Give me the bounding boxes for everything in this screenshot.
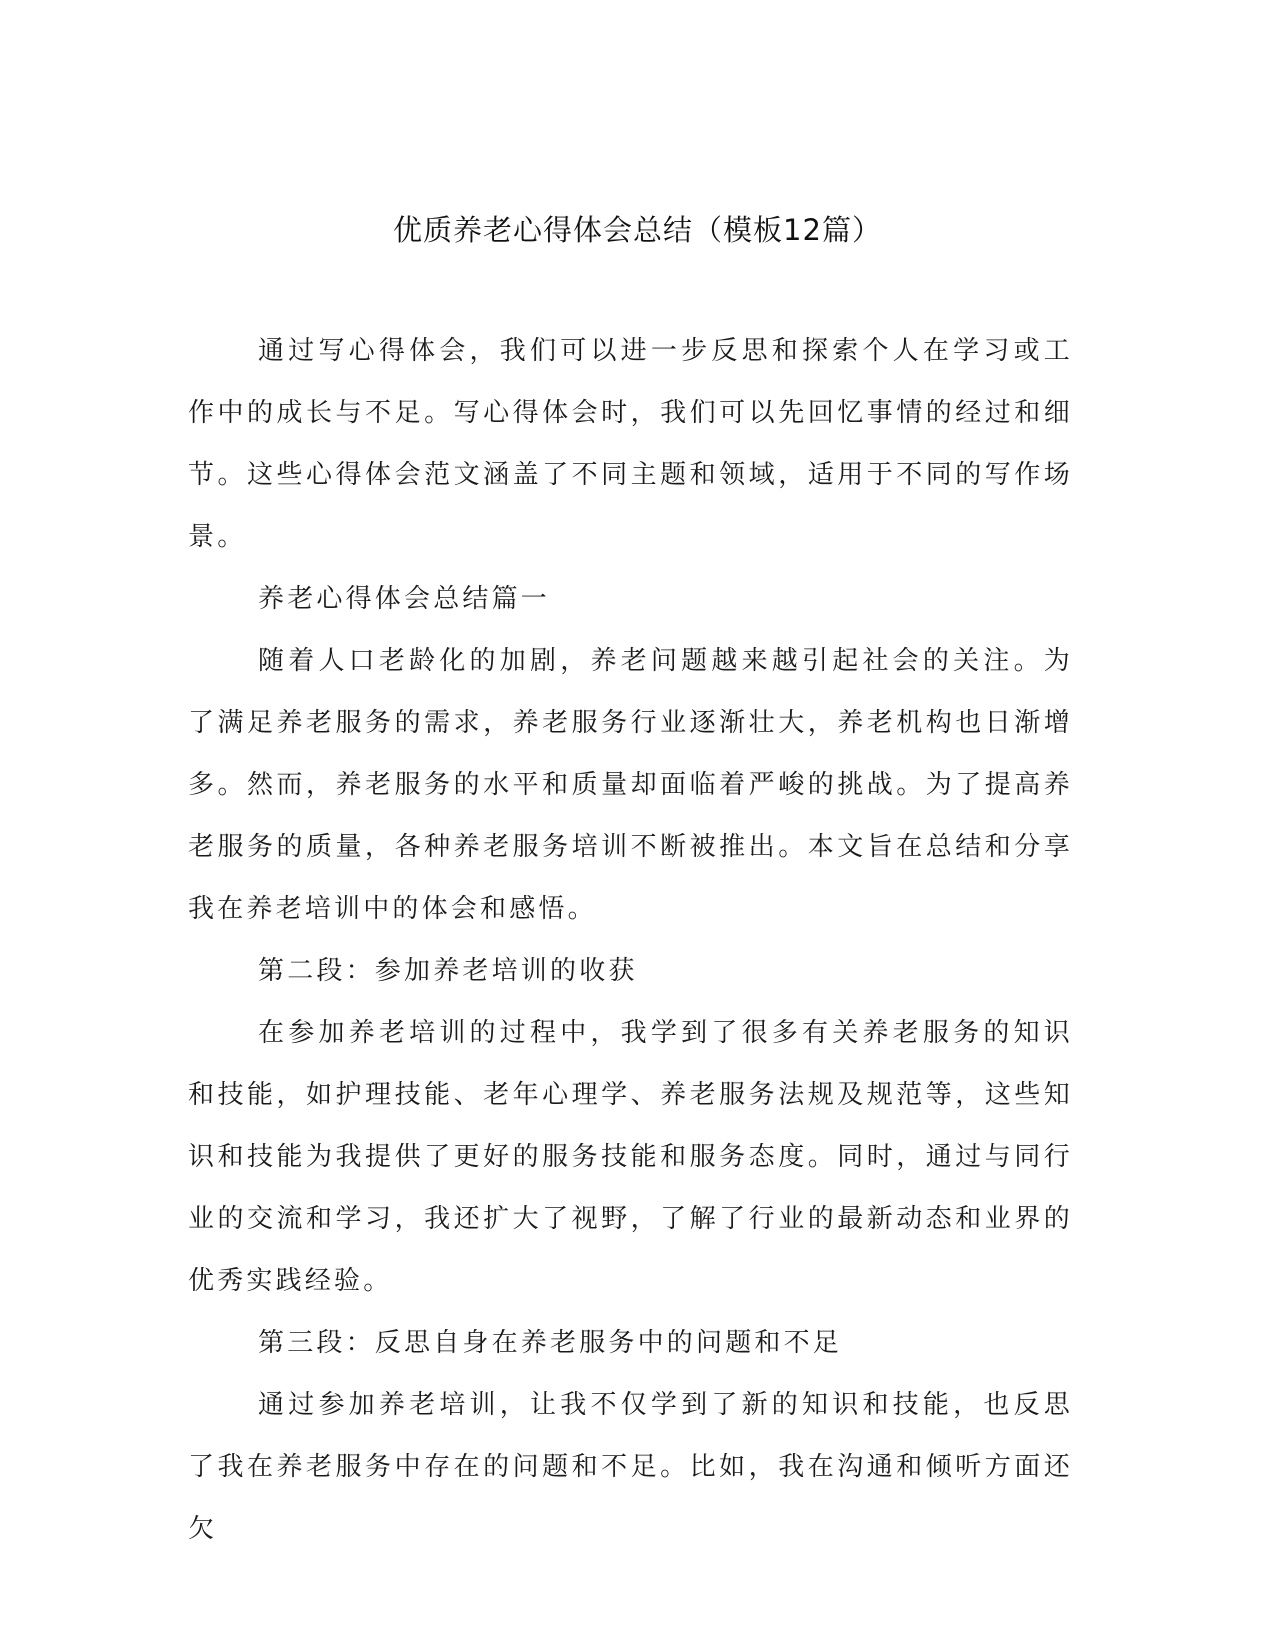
document-body	[188, 320, 1073, 1560]
section-paragraph-1: 随着人口老龄化的加剧，养老问题越来越引起社会的关注。为了满足养老服务的需求，养老服务行业逐渐壮大，养老机构也日渐增多。然而，养老服务的水平和质量却面临着严峻的挑战。为了提高养老服务的质量，各种养老服务培训不断被推出。本文旨在总结和分享我在养老培训中的体会和感悟。	[188, 646, 1073, 924]
section-paragraph-3: 通过参加养老培训，让我不仅学到了新的知识和技能，也反思了我在养老服务中存在的问题和不足。比如，我在沟通和倾听方面还欠	[188, 1390, 1073, 1544]
section-paragraph-2: 在参加养老培训的过程中，我学到了很多有关养老服务的知识和技能，如护理技能、老年心理学、养老服务法规及规范等，这些知识和技能为我提供了更好的服务技能和服务态度。同时，通过与同行业的交流和学习，我还扩大了视野，了解了行业的最新动态和业界的优秀实践经验。	[188, 1018, 1073, 1296]
intro-paragraph: 通过写心得体会，我们可以进一步反思和探索个人在学习或工作中的成长与不足。写心得体会时，我们可以先回忆事情的经过和细节。这些心得体会范文涵盖了不同主题和领域，适用于不同的写作场景。	[188, 336, 1073, 552]
section-heading-1: 养老心得体会总结篇一	[258, 584, 551, 614]
section-heading-2: 第二段：参加养老培训的收获	[258, 956, 638, 986]
document-title: 优质养老心得体会总结（模板12篇）	[393, 213, 882, 247]
section-heading-3: 第三段：反思自身在养老服务中的问题和不足	[258, 1328, 843, 1358]
